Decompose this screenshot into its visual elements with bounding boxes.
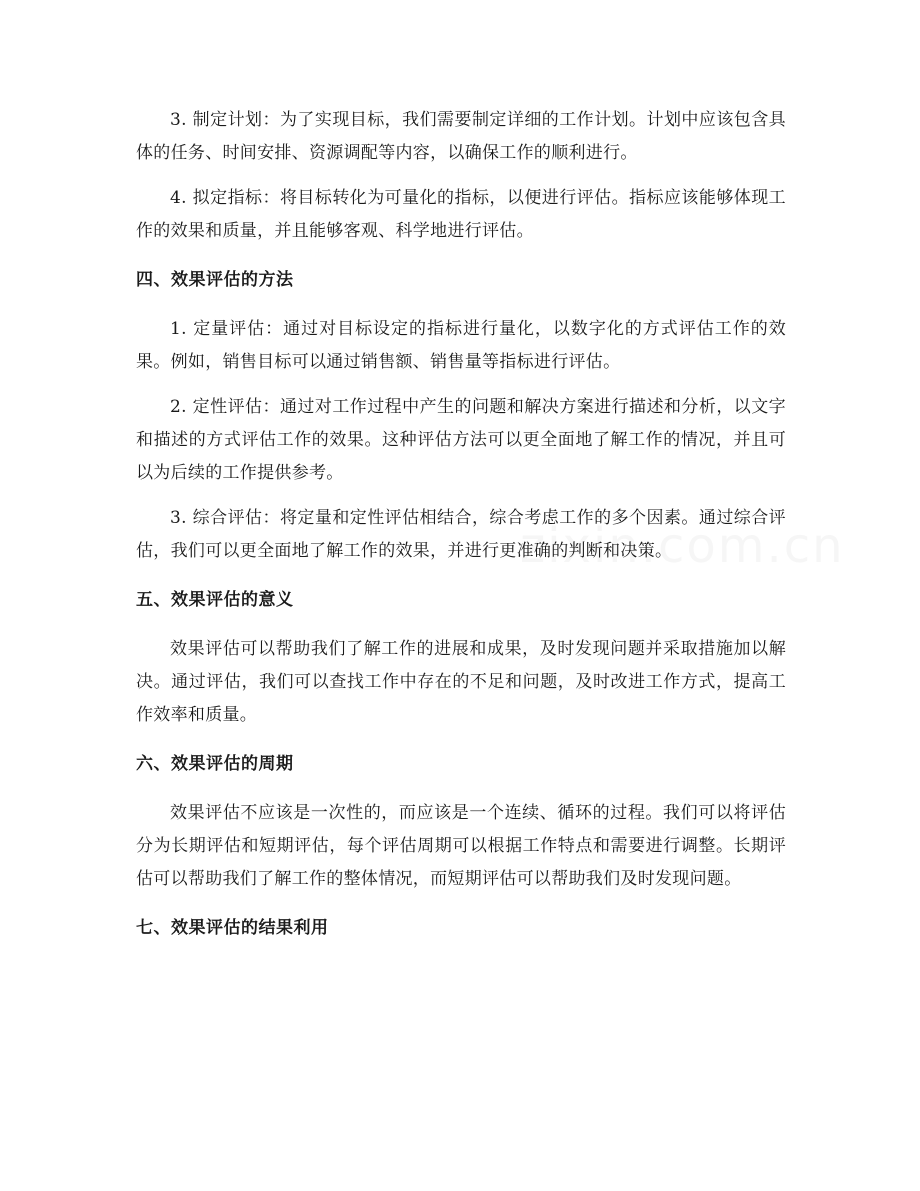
heading-cycle: 六、效果评估的周期 bbox=[136, 754, 294, 774]
paragraph-indicators: 4. 拟定指标：将目标转化为可量化的指标，以便进行评估。指标应该能够体现工作的效果和质量，并且能够客观、科学地进行评估。 bbox=[136, 188, 786, 241]
heading-methods: 四、效果评估的方法 bbox=[136, 270, 294, 290]
heading-result-usage: 七、效果评估的结果利用 bbox=[136, 918, 329, 938]
paragraph-qualitative: 2. 定性评估：通过对工作过程中产生的问题和解决方案进行描述和分析，以文字和描述的方式评估工作的效果。这种评估方法可以更全面地了解工作的情况，并且可以为后续的工作提供参考。 bbox=[136, 397, 786, 483]
paragraph-cycle: 效果评估不应该是一次性的，而应该是一个连续、循环的过程。我们可以将评估分为长期评估和短期评估，每个评估周期可以根据工作特点和需要进行调整。长期评估可以帮助我们了解工作的整体情况，而短期评估可以帮助我们及时发现问题。 bbox=[136, 803, 786, 889]
paragraph-significance: 效果评估可以帮助我们了解工作的进展和成果，及时发现问题并采取措施加以解决。通过评估，我们可以查找工作中存在的不足和问题，及时改进工作方式，提高工作效率和质量。 bbox=[136, 639, 786, 725]
paragraph-comprehensive: 3. 综合评估：将定量和定性评估相结合，综合考虑工作的多个因素。通过综合评估，我们可以更全面地了解工作的效果，并进行更准确的判断和决策。 bbox=[136, 508, 786, 561]
document-page bbox=[136, 104, 786, 945]
watermark-text: zixin.com.cn bbox=[520, 518, 845, 574]
paragraph-plan: 3. 制定计划：为了实现目标，我们需要制定详细的工作计划。计划中应该包含具体的任务、时间安排、资源调配等内容，以确保工作的顺利进行。 bbox=[136, 110, 786, 163]
heading-significance: 五、效果评估的意义 bbox=[136, 590, 294, 610]
paragraph-quantitative: 1. 定量评估：通过对目标设定的指标进行量化，以数字化的方式评估工作的效果。例如，销售目标可以通过销售额、销售量等指标进行评估。 bbox=[136, 319, 786, 372]
